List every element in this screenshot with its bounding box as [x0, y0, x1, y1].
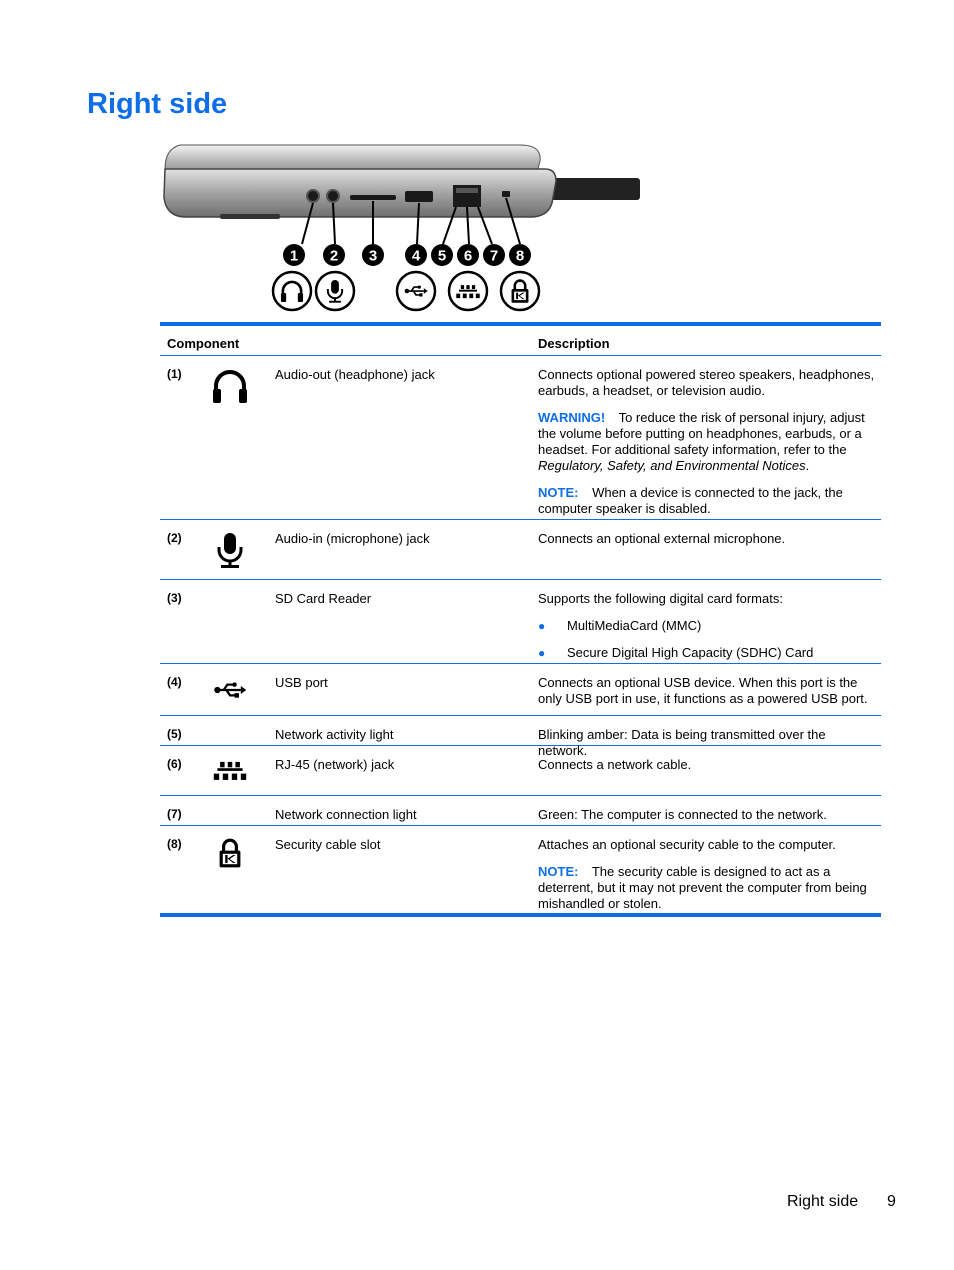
- description-text: Connects an optional USB device. When this port is the only USB port in use, it functions as a powered USB port.: [538, 675, 868, 706]
- warning-text: To reduce the risk of personal injury, adjust the volume before putting on headphones, earbuds, or a headset. For additional safety information, refer to the: [538, 410, 865, 457]
- row-number: (3): [167, 591, 182, 605]
- row-number: (7): [167, 807, 182, 821]
- header-component: Component: [167, 336, 240, 351]
- component-description: [538, 675, 876, 718]
- row-number: (2): [167, 531, 182, 545]
- component-description: [538, 837, 876, 923]
- page-title: Right side: [87, 88, 228, 120]
- bullet-dot-icon: ●: [538, 646, 546, 660]
- description-text: Attaches an optional security cable to the computer.: [538, 837, 836, 852]
- table-row: [160, 746, 881, 796]
- bullet-text: MultiMediaCard (MMC): [567, 618, 702, 633]
- header-description: Description: [538, 336, 610, 351]
- component-name: Audio-in (microphone) jack: [275, 531, 430, 546]
- network-icon: [210, 748, 250, 792]
- component-description: [538, 367, 876, 528]
- callout-3: 3: [368, 247, 378, 265]
- table-row: [160, 356, 881, 520]
- footer-page-number: 9: [887, 1193, 896, 1210]
- lock-icon: [210, 832, 250, 876]
- bullet-item: [538, 618, 876, 634]
- microphone-icon: [210, 528, 250, 572]
- table-bottom-rule: [160, 913, 881, 917]
- component-description: [538, 531, 876, 558]
- description-text: Connects a network cable.: [538, 757, 692, 772]
- description-text: Connects optional powered stereo speakers, headphones, earbuds, a headset, or television audio.: [538, 367, 875, 398]
- note-block: [538, 864, 876, 912]
- usb-icon: [210, 668, 250, 712]
- table-row: [160, 580, 881, 664]
- description-text: Blinking amber: Data is being transmitted over the network.: [538, 727, 826, 758]
- bullet-dot-icon: ●: [538, 619, 546, 633]
- row-number: (6): [167, 757, 182, 771]
- warning-label: WARNING!: [538, 410, 606, 425]
- warning-block: WARNING! To reduce the risk of personal injury, adjust the volume before putting on headphones, earbuds, or a headset. For additional safety information, refer to the Regulatory, Safety, and Environmental Notices.: [538, 410, 865, 473]
- component-name: USB port: [275, 675, 328, 690]
- callout-2: 2: [329, 247, 339, 265]
- note-block: [538, 485, 876, 517]
- description-text: Supports the following digital card formats:: [538, 591, 783, 606]
- component-name: Network connection light: [275, 807, 417, 822]
- bullet-text: Secure Digital High Capacity (SDHC) Card: [567, 645, 814, 660]
- component-name: SD Card Reader: [275, 591, 372, 606]
- component-description: [538, 591, 876, 672]
- callout-4: 4: [411, 247, 421, 265]
- row-number: (4): [167, 675, 182, 689]
- description-text: Connects an optional external microphone.: [538, 531, 786, 546]
- callout-6: 6: [463, 247, 473, 265]
- callout-7: 7: [489, 247, 499, 265]
- callout-5: 5: [437, 247, 447, 265]
- component-name: Audio-out (headphone) jack: [275, 367, 435, 382]
- component-description: [538, 757, 876, 784]
- table-header: [160, 326, 881, 356]
- table-row: [160, 826, 881, 912]
- footer-section-name: Right side: [787, 1193, 859, 1210]
- callout-8: 8: [515, 247, 525, 265]
- row-number: (8): [167, 837, 182, 851]
- row-number: (5): [167, 727, 182, 741]
- note-label: NOTE:: [538, 864, 579, 879]
- row-number: (1): [167, 367, 182, 381]
- component-name: RJ-45 (network) jack: [275, 757, 395, 772]
- note-text: The security cable is designed to act as a deterrent, but it may not prevent the computer from being mishandled or stolen.: [538, 864, 867, 911]
- warning-reference: Regulatory, Safety, and Environmental Notices: [538, 458, 806, 473]
- description-text: Green: The computer is connected to the network.: [538, 807, 827, 822]
- note-text: When a device is connected to the jack, the computer speaker is disabled.: [538, 485, 843, 516]
- callout-1: 1: [289, 247, 299, 265]
- component-name: Security cable slot: [275, 837, 381, 852]
- table-row: [160, 796, 881, 826]
- component-name: Network activity light: [275, 727, 394, 742]
- note-label: NOTE:: [538, 485, 579, 500]
- bullet-item: [538, 645, 876, 661]
- table-row: [160, 520, 881, 580]
- right-side-illustration: [160, 141, 642, 321]
- table-row: [160, 716, 881, 758]
- table-row: [160, 664, 881, 716]
- headphone-icon: [210, 364, 250, 408]
